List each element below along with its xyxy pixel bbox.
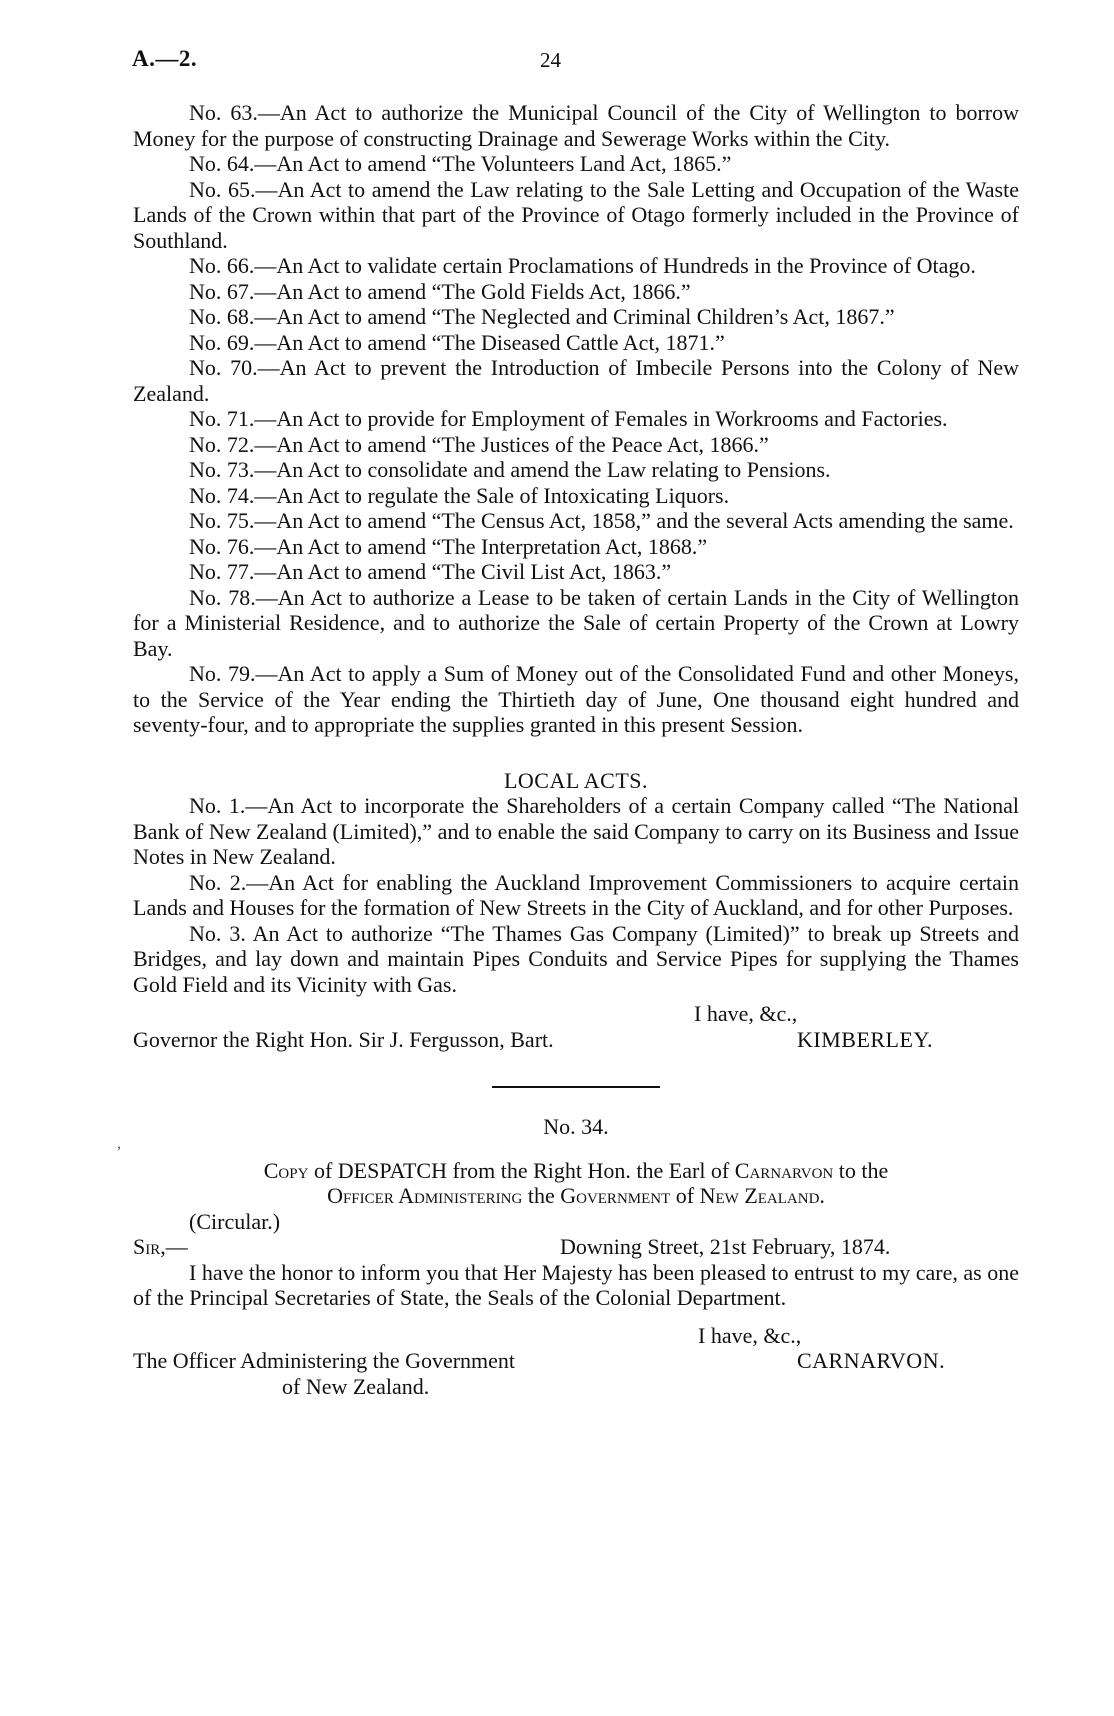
act-entry: No. 69.—An Act to amend “The Diseased Cattle Act, 1871.”	[189, 329, 725, 355]
local-acts-heading: LOCAL ACTS.	[503, 767, 649, 793]
closing-line	[133, 1001, 1019, 1027]
closing-line	[133, 1323, 1019, 1349]
title-part: Government	[560, 1183, 671, 1208]
act-entry: No. 75.—An Act to amend “The Census Act, 1858,” and the several Acts amending the same.	[189, 508, 1014, 533]
salutation-line	[133, 1234, 1019, 1260]
act-entry: No. 66.—An Act to validate certain Proclamations of Hundreds in the Province of Otago.	[189, 253, 976, 278]
closing-text: I have, &c.,	[694, 1001, 798, 1026]
title-part: .	[819, 1183, 825, 1208]
act-entry: No. 79.—An Act to apply a Sum of Money out of the Consolidated Fund and other Moneys, to the Service of the Year ending the Thirtieth day of June, One thousand eight hundred and seventy-four, and to appropriate the supplies granted in this present Session.	[133, 661, 1019, 737]
addressee-block	[133, 1348, 1019, 1399]
title-part: of DESPATCH from the Right Hon. the Earl of	[308, 1157, 735, 1183]
act-entry: No. 71.—An Act to provide for Employment of Females in Workrooms and Factories.	[189, 406, 948, 431]
act-entry: No. 63.—An Act to authorize the Municipal Council of the City of Wellington to borrow Money for the purpose of constructing Drainage and Sewerage Works within the City.	[133, 100, 1019, 151]
act-entry: No. 76.—An Act to amend “The Interpretation Act, 1868.”	[189, 533, 708, 559]
addressee-line: of New Zealand.	[282, 1373, 430, 1399]
local-act-entry: No. 2.—An Act for enabling the Auckland Improvement Commissioners to acquire certain Lands and Houses for the formation of New Streets in the City of Auckland, and for other Purposes.	[133, 869, 1019, 920]
title-part: New Zealand	[699, 1183, 820, 1208]
act-entry: No. 72.—An Act to amend “The Justices of the Peace Act, 1866.”	[189, 431, 769, 457]
salutation: Sir,—	[133, 1234, 188, 1259]
despatch-body: I have the honor to inform you that Her Majesty has been pleased to entrust to my care, as one of the Principal Secretaries of State, the Seals of the Colonial Department.	[133, 1259, 1019, 1310]
page-body	[133, 100, 1019, 1399]
act-entry: No. 70.—An Act to prevent the Introduction of Imbecile Persons into the Colony of New Zealand.	[133, 355, 1019, 406]
addressee-line: The Officer Administering the Government	[133, 1348, 516, 1373]
despatch-title	[133, 1158, 1019, 1209]
place-date: Downing Street, 21st February, 1874.	[560, 1234, 891, 1259]
act-entry: No. 65.—An Act to amend the Law relating to the Sale Letting and Occupation of the Waste Lands of the Crown within that part of the Province of Otago formerly included in the Province of Southland.	[133, 176, 1019, 253]
local-acts-list	[133, 793, 1019, 997]
despatch-number: No. 34.	[543, 1114, 609, 1139]
title-part: Carnarvon	[734, 1157, 834, 1183]
signature-line	[133, 1027, 1019, 1053]
section-divider	[492, 1086, 660, 1088]
circular-note: (Circular.)	[189, 1208, 281, 1234]
signature: CARNARVON.	[797, 1348, 946, 1373]
title-part: of	[670, 1183, 700, 1208]
acts-list	[133, 100, 1019, 738]
act-entry: No. 68.—An Act to amend “The Neglected and Criminal Children’s Act, 1867.”	[189, 304, 895, 329]
section-code: A.—2.	[132, 46, 198, 71]
act-entry: No. 78.—An Act to authorize a Lease to be taken of certain Lands in the City of Wellington for a Ministerial Residence, and to authorize the Sale of certain Property of the Crown at Lowry Bay.	[133, 584, 1019, 661]
act-entry: No. 73.—An Act to consolidate and amend the Law relating to Pensions.	[189, 457, 831, 482]
title-part: Copy	[263, 1157, 309, 1183]
local-act-entry: No. 1.—An Act to incorporate the Shareholders of a certain Company called “The National Bank of New Zealand (Limited),” and to enable the said Company to carry on its Business and Issue Notes in New Zealand.	[133, 793, 1019, 869]
act-entry: No. 67.—An Act to amend “The Gold Fields Act, 1866.”	[189, 278, 691, 304]
signature: KIMBERLEY.	[797, 1026, 933, 1052]
title-part: Officer Administering	[327, 1183, 523, 1208]
title-part: to the	[833, 1157, 889, 1183]
closing-text: I have, &c.,	[698, 1322, 802, 1348]
act-entry: No. 74.—An Act to regulate the Sale of Intoxicating Liquors.	[189, 482, 730, 508]
act-entry: No. 77.—An Act to amend “The Civil List Act, 1863.”	[189, 559, 672, 584]
local-act-entry: No. 3. An Act to authorize “The Thames Gas Company (Limited)” to break up Streets and Bridges, and lay down and maintain Pipes Conduits and Service Pipes for supplying the Thames Gold Field and its Vicinity with Gas.	[133, 920, 1019, 997]
title-part: the	[522, 1183, 561, 1208]
page-number: 24	[540, 48, 561, 72]
margin-mark: ,	[117, 1135, 121, 1152]
addressee: Governor the Right Hon. Sir J. Fergusson, Bart.	[133, 1026, 554, 1052]
act-entry: No. 64.—An Act to amend “The Volunteers Land Act, 1865.”	[189, 151, 732, 176]
